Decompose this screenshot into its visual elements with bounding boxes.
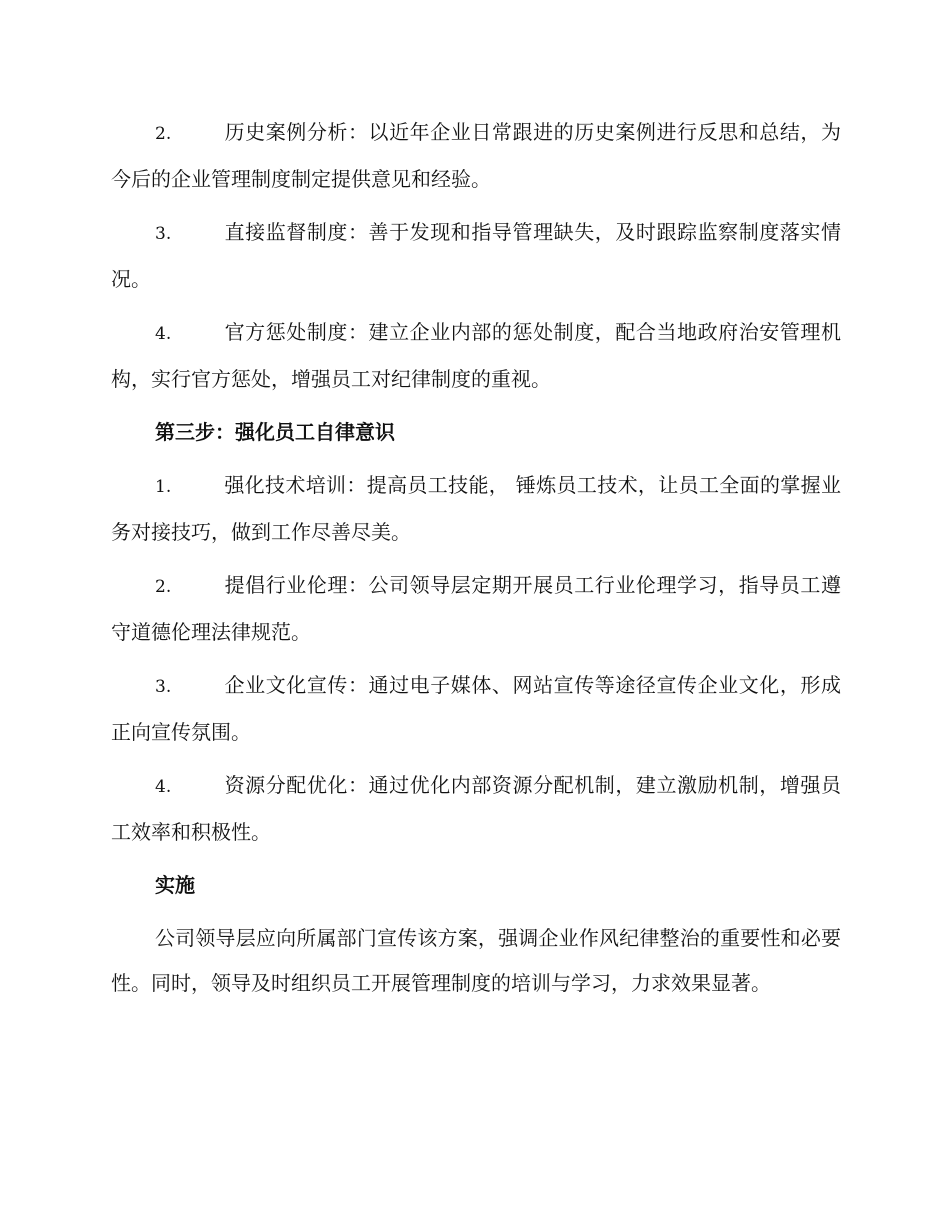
list-item-text: 资源分配优化：通过优化内部资源分配机制，建立激励机制，增强员工效率和积极性。: [111, 773, 841, 844]
implementation-paragraph: 公司领导层应向所属部门宣传该方案，强调企业作风纪律整治的重要性和必要性。同时，领导及时组织员工开展管理制度的培训与学习，力求效果显著。: [111, 926, 841, 995]
list-item: [111, 563, 841, 655]
list-item-text: 企业文化宣传：通过电子媒体、网站宣传等途径宣传企业文化，形成正向宣传氛围。: [111, 673, 841, 744]
section-heading-step3: 第三步：强化员工自律意识: [155, 420, 395, 444]
list-item-text: 强化技术培训：提高员工技能， 锤炼员工技术，让员工全面的掌握业务对接技巧，做到工作尽善尽美。: [111, 473, 841, 544]
list-item-text: 直接监督制度：善于发现和指导管理缺失，及时跟踪监察制度落实情况。: [111, 220, 841, 291]
list-item: [111, 763, 841, 855]
list-item-number: 1.: [155, 477, 172, 497]
list-item-number: 2.: [155, 124, 172, 144]
document-body: [111, 110, 841, 1006]
list-item-text: 提倡行业伦理：公司领导层定期开展员工行业伦理学习，指导员工遵守道德伦理法律规范。: [111, 573, 841, 644]
list-item-text: 官方惩处制度：建立企业内部的惩处制度，配合当地政府治安管理机构，实行官方惩处，增强员工对纪律制度的重视。: [111, 320, 841, 391]
section-heading-implementation: 实施: [155, 873, 195, 897]
list-item: [111, 310, 841, 402]
list-item: [111, 110, 841, 202]
list-item-number: 2.: [155, 577, 172, 597]
list-item-number: 4.: [155, 324, 172, 344]
list-item-number: 3.: [155, 224, 172, 244]
list-item-number: 4.: [155, 777, 172, 797]
list-item-text: 历史案例分析：以近年企业日常跟进的历史案例进行反思和总结，为今后的企业管理制度制定提供意见和经验。: [111, 120, 841, 191]
list-item: [111, 210, 841, 302]
list-item: [111, 663, 841, 755]
list-item: [111, 463, 841, 555]
list-item-number: 3.: [155, 677, 172, 697]
